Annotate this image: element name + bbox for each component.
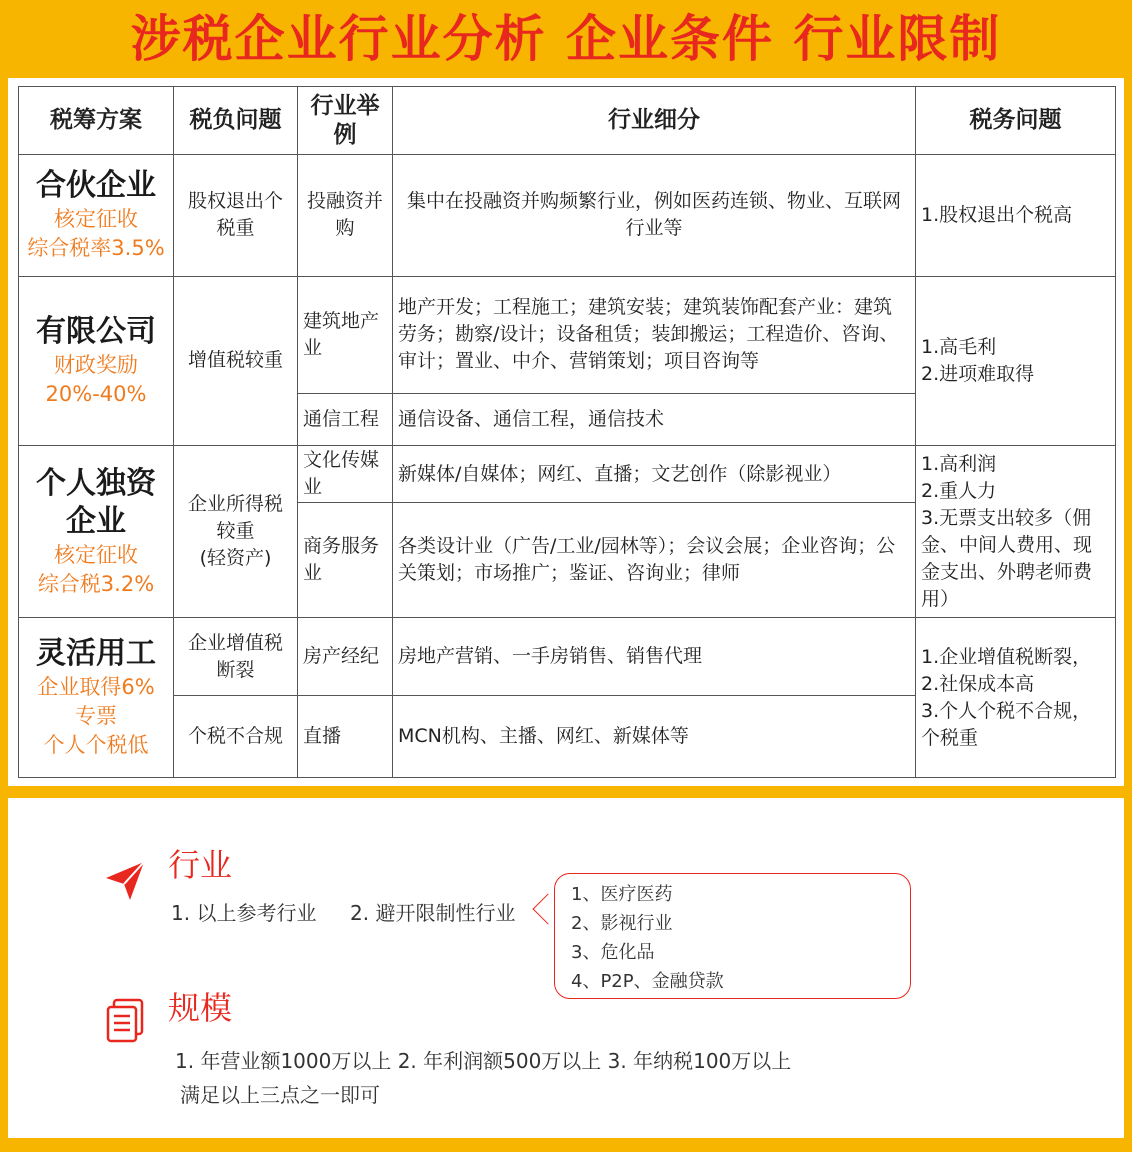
header-issues: 税务问题 [916, 87, 1116, 155]
tax-plan-table [18, 86, 1116, 778]
issues-limited: 1.高毛利 2.进项难取得 [916, 276, 1116, 445]
plan-sole: 个人独资 企业 核定征收 综合税3.2% [19, 446, 174, 618]
scale-line-1: 1. 年营业额1000万以上 2. 年利润额500万以上 3. 年纳税100万以上 [175, 1049, 792, 1073]
example-construction: 建筑地产业 [298, 276, 393, 393]
example-realestate: 房产经纪 [298, 618, 393, 695]
detail-livestream: MCN机构、主播、网红、新媒体等 [393, 695, 916, 777]
scale-title: 规模 [168, 989, 233, 1027]
plan-limited: 有限公司 财政奖励20%-40% [19, 276, 174, 445]
detail-telecom: 通信设备、通信工程，通信技术 [393, 393, 916, 445]
detail-realestate: 房地产营销、一手房销售、销售代理 [393, 618, 916, 695]
table-row [19, 276, 1116, 393]
restricted-industries-callout [554, 873, 911, 999]
detail-construction: 地产开发；工程施工；建筑安装；建筑装饰配套产业：建筑劳务；勘察/设计；设备租赁；装卸搬运；工程造价、咨询、审计；置业、中介、营销策划；项目咨询等 [393, 276, 916, 393]
detail-media: 新媒体/自媒体；网红、直播；文艺创作（除影视业） [393, 446, 916, 503]
plan-partnership: 合伙企业 核定征收 综合税率3.5% [19, 155, 174, 276]
scale-line-2: 满足以上三点之一即可 [180, 1083, 380, 1107]
burden-partnership: 股权退出个税重 [174, 155, 298, 276]
paper-plane-icon [104, 860, 146, 902]
list-item: 4、P2P、金融贷款 [571, 971, 724, 992]
plan-flex: 灵活用工 企业取得6% 专票 个人个税低 [19, 618, 174, 778]
burden-limited: 增值税较重 [174, 276, 298, 445]
detail-partnership: 集中在投融资并购频繁行业，例如医药连锁、物业、互联网行业等 [393, 155, 916, 276]
example-telecom: 通信工程 [298, 393, 393, 445]
header-example: 行业举例 [298, 87, 393, 155]
issues-partnership: 1.股权退出个税高 [916, 155, 1116, 276]
list-item: 3、危化品 [571, 942, 655, 963]
example-partnership: 投融资并购 [298, 155, 393, 276]
example-livestream: 直播 [298, 695, 393, 777]
document-icon [106, 998, 146, 1044]
burden-flex-tax: 个税不合规 [174, 695, 298, 777]
header-burden: 税负问题 [174, 87, 298, 155]
header-plan: 税筹方案 [19, 87, 174, 155]
example-media: 文化传媒业 [298, 446, 393, 503]
industry-text-2: 2. 避开限制性行业 [350, 901, 516, 925]
issues-flex: 1.企业增值税断裂， 2.社保成本高 3.个人个税不合规，个税重 [916, 618, 1116, 778]
burden-flex-vat: 企业增值税断裂 [174, 618, 298, 695]
industry-text-1: 1. 以上参考行业 [171, 901, 317, 925]
issues-sole: 1.高利润 2.重人力 3.无票支出较多（佣金、中间人费用、现金支出、外聘老师费用） [916, 446, 1116, 618]
header-detail: 行业细分 [393, 87, 916, 155]
table-row [19, 618, 1116, 695]
table-row [19, 446, 1116, 503]
table-panel [8, 78, 1124, 786]
conditions-panel [8, 798, 1124, 1138]
table-row [19, 155, 1116, 276]
burden-sole: 企业所得税较重 (轻资产) [174, 446, 298, 618]
list-item: 2、影视行业 [571, 913, 673, 934]
list-item: 1、医疗医药 [571, 884, 673, 905]
page-title: 涉税企业行业分析 企业条件 行业限制 [130, 10, 1002, 68]
example-business: 商务服务业 [298, 503, 393, 618]
detail-business: 各类设计业（广告/工业/园林等）；会议会展；企业咨询；公关策划；市场推广；鉴证、咨询业；律师 [393, 503, 916, 618]
industry-title: 行业 [168, 846, 233, 884]
